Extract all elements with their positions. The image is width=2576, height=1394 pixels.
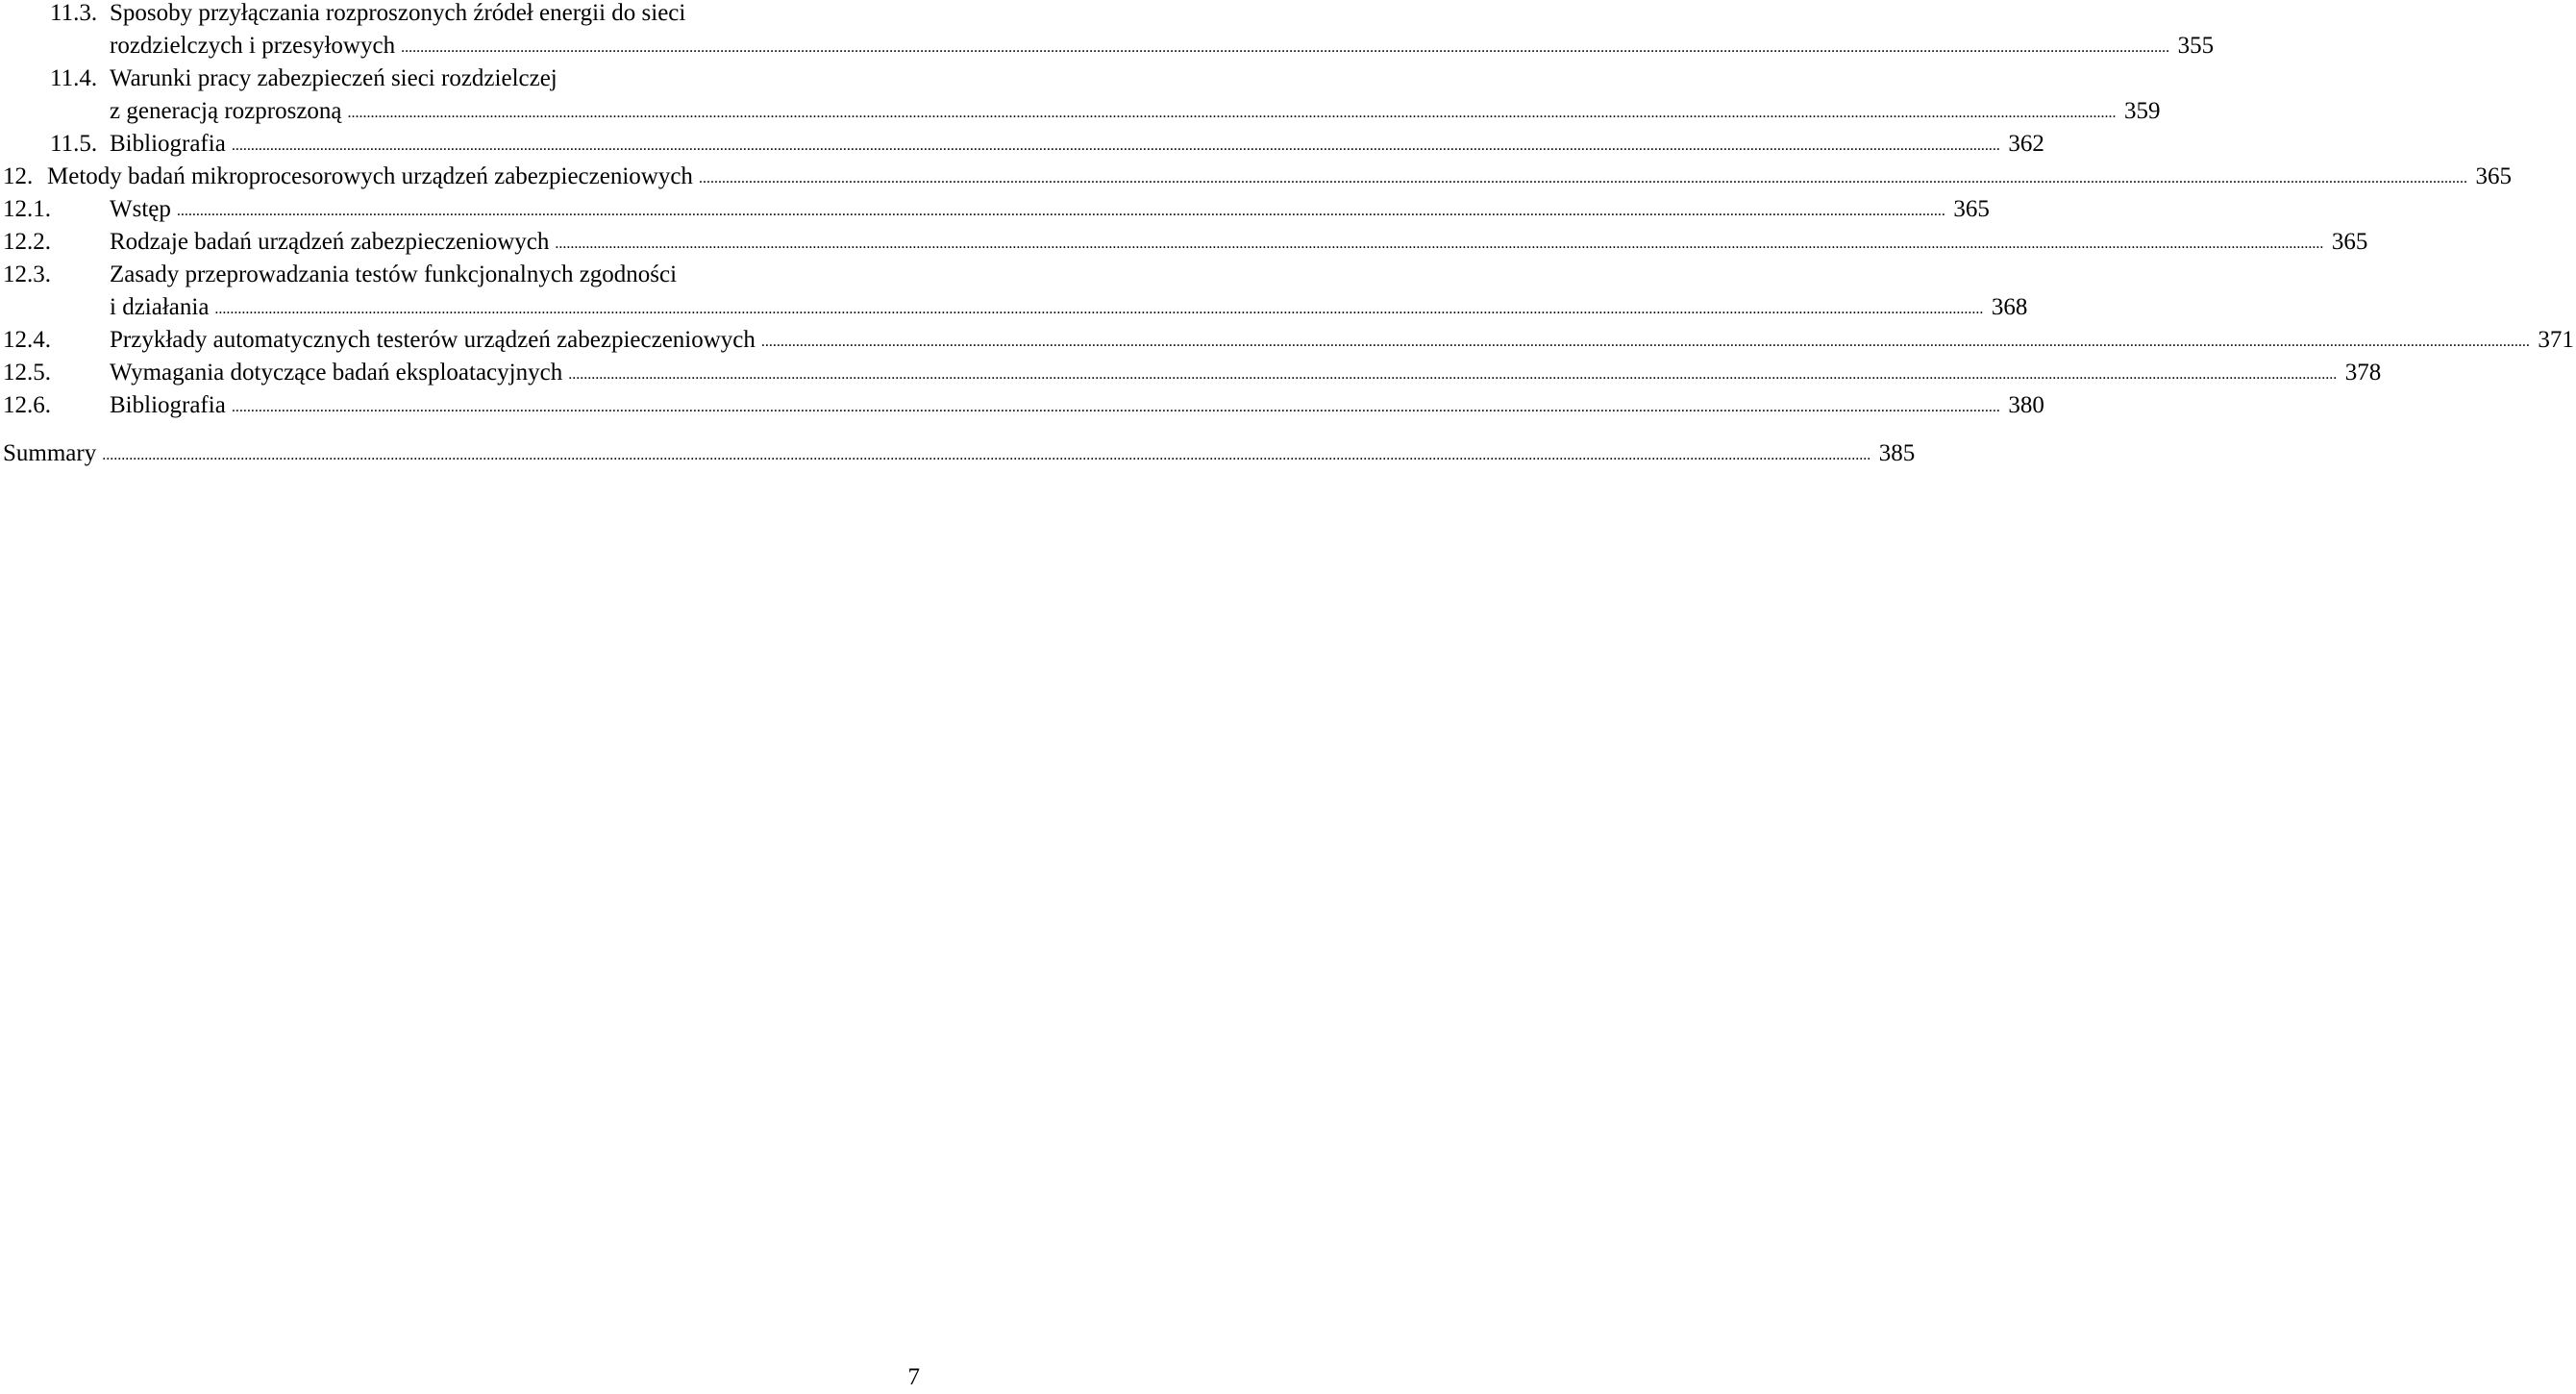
toc-entry-title-continuation: z generacją rozproszoną xyxy=(110,98,342,124)
toc-entry-12[interactable] xyxy=(0,161,2512,193)
toc-entry-title: Summary xyxy=(3,440,97,466)
toc-entry-title: Rodzaje badań urządzeń zabezpieczeniowych xyxy=(110,229,550,255)
toc-entry-title-continuation: i działania xyxy=(110,294,210,320)
toc-entry-number: 11.3. xyxy=(50,0,98,26)
dot-leader xyxy=(401,32,2169,64)
toc-entry-number: 12.6. xyxy=(3,392,51,418)
toc-entry-number: 11.4. xyxy=(50,65,98,91)
toc-entry-page: 362 xyxy=(2008,131,2044,157)
toc-entry-number: 12.4. xyxy=(3,327,51,353)
dot-leader xyxy=(232,130,2000,162)
toc-entry-title: Zasady przeprowadzania testów funkcjonalnych zgodności xyxy=(110,261,678,287)
dot-leader xyxy=(568,359,2337,391)
toc-entry-page: 359 xyxy=(2124,98,2161,124)
toc-entry-title: Warunki pracy zabezpieczeń sieci rozdzielczej xyxy=(110,65,557,91)
toc-entry-12-4[interactable] xyxy=(0,324,2574,357)
toc-entry-11-3[interactable] xyxy=(0,0,2215,62)
toc-entry-page: 378 xyxy=(2344,360,2382,386)
toc-entry-title-continuation: rozdzielczych i przesyłowych xyxy=(110,33,396,59)
dot-leader xyxy=(699,162,2467,195)
dot-leader xyxy=(761,326,2530,359)
toc-entry-number: 12.3. xyxy=(3,261,51,287)
toc-entry-11-4[interactable] xyxy=(0,62,2161,128)
toc-entry-12-1[interactable] xyxy=(0,193,1990,226)
dot-leader xyxy=(348,97,2117,130)
toc-entry-number: 12.1. xyxy=(3,196,51,222)
toc-entry-page: 365 xyxy=(2331,229,2368,255)
toc-entry-page: 385 xyxy=(1878,440,1916,466)
dot-leader xyxy=(555,228,2323,261)
toc-entry-page: 365 xyxy=(2475,163,2512,189)
toc-entry-title: Wymagania dotyczące badań eksploatacyjnych xyxy=(110,360,563,386)
toc-entry-summary[interactable] xyxy=(0,437,1916,470)
toc-entry-page: 368 xyxy=(1991,294,2028,320)
dot-leader xyxy=(214,293,1983,326)
table-of-contents xyxy=(0,0,2574,470)
dot-leader xyxy=(102,439,1870,472)
toc-entry-page: 355 xyxy=(2177,33,2215,59)
toc-entry-title: Bibliografia xyxy=(110,392,226,418)
toc-entry-page: 365 xyxy=(1953,196,1990,222)
toc-entry-12-2[interactable] xyxy=(0,226,2368,259)
dot-leader xyxy=(177,195,1945,228)
toc-entry-title: Sposoby przyłączania rozproszonych źródeł energii do sieci xyxy=(110,0,686,26)
toc-entry-12-6[interactable] xyxy=(0,389,2044,422)
toc-entry-page: 380 xyxy=(2008,392,2044,418)
page-number: 7 xyxy=(907,1364,920,1390)
toc-entry-number: 11.5. xyxy=(50,131,98,157)
toc-entry-12-3[interactable] xyxy=(0,259,2028,324)
toc-entry-11-5[interactable] xyxy=(0,128,2044,161)
toc-entry-number: 12.2. xyxy=(3,229,51,255)
toc-entry-number: 12. xyxy=(3,163,34,189)
toc-entry-title: Wstęp xyxy=(110,196,171,222)
dot-leader xyxy=(232,391,2000,424)
toc-entry-number: 12.5. xyxy=(3,360,51,386)
toc-entry-title: Bibliografia xyxy=(110,131,226,157)
toc-entry-page: 371 xyxy=(2538,327,2574,353)
toc-entry-title: Przykłady automatycznych testerów urządzeń zabezpieczeniowych xyxy=(110,327,755,353)
toc-entry-title: Metody badań mikroprocesorowych urządzeń zabezpieczeniowych xyxy=(47,163,693,189)
toc-entry-12-5[interactable] xyxy=(0,357,2382,389)
